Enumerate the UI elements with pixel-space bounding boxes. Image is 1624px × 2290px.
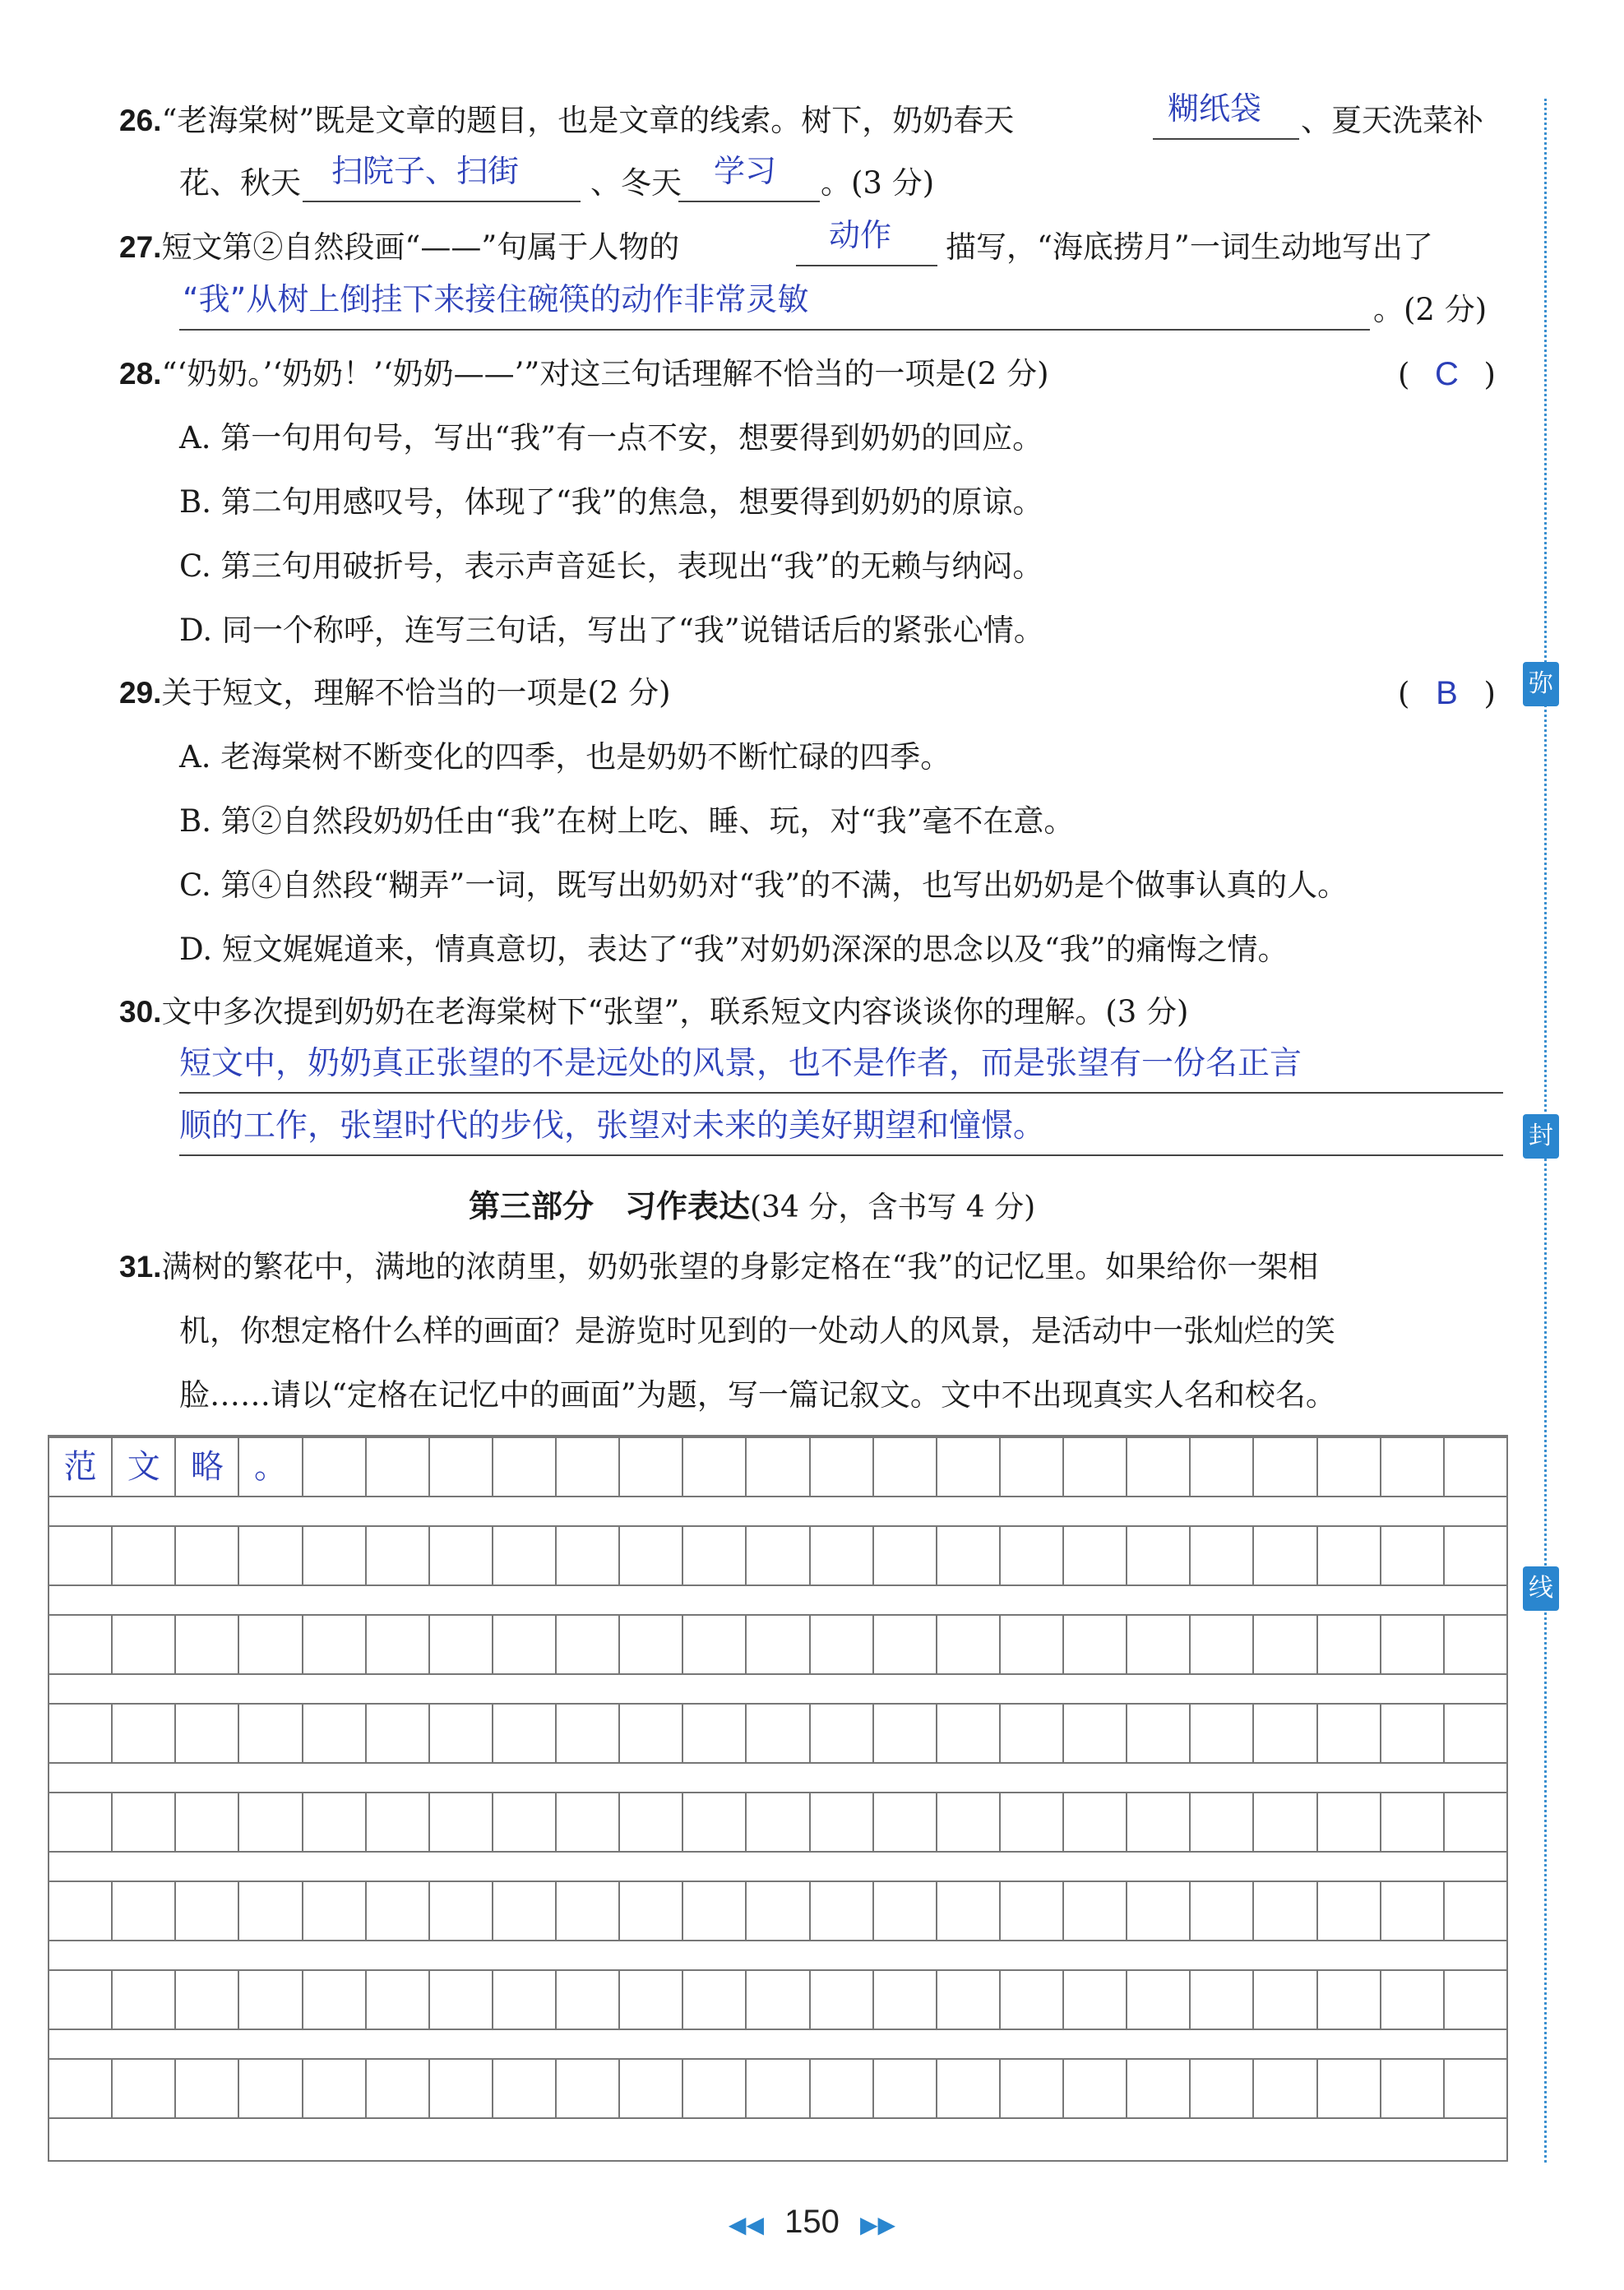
grid-cell[interactable] <box>113 1971 176 2029</box>
option-c: C. 第④自然段“糊弄”一词，既写出奶奶对“我”的不满，也写出奶奶是个做事认真的人。 <box>179 867 1349 903</box>
grid-cell[interactable] <box>1381 1527 1445 1584</box>
question-text: 。(2 分) <box>1373 292 1488 327</box>
grid-cell[interactable] <box>1381 1971 1445 2029</box>
grid-cell[interactable] <box>1254 1793 1317 1851</box>
option-d: D. 同一个称呼，连写三句话，写出了“我”说错话后的紧张心情。 <box>179 613 1044 648</box>
grid-cell[interactable] <box>1001 1705 1064 1762</box>
grid-cell[interactable] <box>937 2060 1001 2117</box>
grid-cell[interactable] <box>493 2060 557 2117</box>
grid-cell[interactable] <box>1064 1971 1127 2029</box>
grid-cell[interactable] <box>176 1705 239 1762</box>
grid-cell[interactable] <box>747 1616 810 1673</box>
grid-cell[interactable] <box>620 2060 683 2117</box>
grid-cell[interactable] <box>493 1882 557 1940</box>
grid-cell[interactable] <box>620 1616 683 1673</box>
side-tab-xian: 线 <box>1523 1566 1559 1611</box>
grid-cell[interactable] <box>1191 1527 1254 1584</box>
grid-cell[interactable] <box>811 1705 874 1762</box>
grid-cell[interactable] <box>620 1971 683 2029</box>
grid-cell[interactable] <box>1127 1705 1191 1762</box>
grid-cell[interactable] <box>1064 1438 1127 1496</box>
grid-cell[interactable] <box>557 1438 620 1496</box>
grid-cell[interactable] <box>49 1705 113 1762</box>
grid-cell[interactable] <box>1318 1527 1381 1584</box>
grid-cell[interactable] <box>1445 1616 1506 1673</box>
grid-cell[interactable] <box>747 1527 810 1584</box>
grid-cell[interactable] <box>1001 1882 1064 1940</box>
grid-cell[interactable] <box>1445 1971 1506 2029</box>
grid-cell[interactable] <box>1191 1705 1254 1762</box>
grid-cell[interactable] <box>747 1793 810 1851</box>
grid-cell[interactable] <box>303 1882 367 1940</box>
grid-cell[interactable] <box>1127 1793 1191 1851</box>
grid-cell[interactable] <box>176 1616 239 1673</box>
grid-cell[interactable] <box>1254 2060 1317 2117</box>
grid-cell[interactable] <box>683 1971 747 2029</box>
grid-cell[interactable] <box>747 2060 810 2117</box>
grid-cell[interactable] <box>874 1882 937 1940</box>
grid-cell[interactable] <box>367 1882 430 1940</box>
question-text: 花、秋天 <box>179 165 301 201</box>
grid-cell[interactable] <box>937 1705 1001 1762</box>
grid-cell[interactable] <box>367 1705 430 1762</box>
grid-cell[interactable] <box>811 1882 874 1940</box>
grid-cell[interactable] <box>1445 2060 1506 2117</box>
question-number: 30. <box>119 995 162 1029</box>
grid-cell[interactable] <box>49 1527 113 1584</box>
grid-cell[interactable] <box>1254 1705 1317 1762</box>
grid-row <box>49 1969 1506 2030</box>
grid-cell[interactable] <box>747 1971 810 2029</box>
grid-row <box>49 1881 1506 1941</box>
question-number: 31. <box>119 1250 162 1284</box>
answer-blank[interactable] <box>796 265 937 266</box>
grid-cell[interactable]: 。 <box>239 1438 303 1496</box>
grid-cell[interactable] <box>1254 1882 1317 1940</box>
grid-cell[interactable] <box>874 1438 937 1496</box>
grid-cell[interactable] <box>1191 1882 1254 1940</box>
grid-cell[interactable] <box>1318 2060 1381 2117</box>
question-text: “老海棠树”既是文章的题目，也是文章的线索。树下，奶奶春天 <box>161 103 1015 138</box>
grid-cell[interactable] <box>1381 1438 1445 1496</box>
handwritten-choice: B <box>1436 675 1458 711</box>
grid-cell[interactable] <box>303 1971 367 2029</box>
grid-cell[interactable] <box>493 1793 557 1851</box>
grid-cell[interactable] <box>176 1971 239 2029</box>
question-text: 、冬天 <box>590 165 682 201</box>
grid-cell[interactable] <box>1381 2060 1445 2117</box>
handwritten-choice: C <box>1434 356 1459 392</box>
grid-cell[interactable]: 范 <box>49 1438 113 1496</box>
grid-cell[interactable] <box>113 1705 176 1762</box>
grid-cell[interactable] <box>1127 1616 1191 1673</box>
grid-cell[interactable] <box>239 1882 303 1940</box>
grid-cell[interactable] <box>1318 1616 1381 1673</box>
question-text: 满树的繁花中，满地的浓荫里，奶奶张望的身影定格在“我”的记忆里。如果给你一架相 <box>161 1249 1319 1284</box>
grid-cell[interactable] <box>937 1527 1001 1584</box>
grid-cell[interactable] <box>113 1793 176 1851</box>
grid-cell[interactable] <box>430 2060 493 2117</box>
grid-cell[interactable] <box>493 1971 557 2029</box>
grid-cell[interactable] <box>683 1705 747 1762</box>
grid-cell[interactable] <box>811 1616 874 1673</box>
grid-cell[interactable] <box>620 1527 683 1584</box>
grid-cell[interactable] <box>176 1527 239 1584</box>
grid-cell[interactable] <box>176 1793 239 1851</box>
grid-cell[interactable] <box>1445 1705 1506 1762</box>
answer-blank[interactable] <box>678 201 820 202</box>
essay-grid[interactable] <box>48 1435 1508 2162</box>
grid-cell[interactable] <box>811 1971 874 2029</box>
grid-row <box>49 1614 1506 1675</box>
grid-cell[interactable] <box>303 1438 367 1496</box>
grid-cell[interactable] <box>239 2060 303 2117</box>
grid-cell[interactable] <box>1064 1793 1127 1851</box>
grid-cell[interactable] <box>683 1438 747 1496</box>
grid-cell[interactable] <box>747 1882 810 1940</box>
grid-cell[interactable] <box>811 1438 874 1496</box>
grid-cell[interactable] <box>557 1616 620 1673</box>
prev-page-icon[interactable]: ◀◀ <box>728 2212 764 2237</box>
grid-row <box>49 2058 1506 2119</box>
grid-cell[interactable] <box>1381 1616 1445 1673</box>
grid-cell[interactable] <box>367 1971 430 2029</box>
grid-cell[interactable] <box>1001 1438 1064 1496</box>
grid-cell[interactable] <box>1191 1438 1254 1496</box>
grid-cell[interactable] <box>874 1705 937 1762</box>
grid-cell[interactable] <box>1254 1438 1317 1496</box>
grid-cell[interactable] <box>430 1527 493 1584</box>
grid-cell[interactable] <box>303 2060 367 2117</box>
grid-cell[interactable] <box>493 1438 557 1496</box>
question-number: 26. <box>119 104 162 137</box>
grid-cell[interactable] <box>811 1527 874 1584</box>
question-text: 脸……请以“定格在记忆中的画面”为题，写一篇记叙文。文中不出现真实人名和校名。 <box>179 1377 1336 1413</box>
grid-cell[interactable] <box>620 1705 683 1762</box>
grid-cell[interactable] <box>557 1793 620 1851</box>
grid-cell[interactable] <box>1064 2060 1127 2117</box>
grid-cell[interactable] <box>113 1882 176 1940</box>
grid-cell[interactable] <box>683 1793 747 1851</box>
grid-cell[interactable] <box>937 1971 1001 2029</box>
grid-row <box>49 1525 1506 1586</box>
grid-cell[interactable]: 略 <box>176 1438 239 1496</box>
answer-bracket: ( C ) <box>1398 354 1496 396</box>
grid-cell[interactable] <box>1064 1616 1127 1673</box>
handwritten-answer: “我”从树上倒挂下来接住碗筷的动作非常灵敏 <box>183 281 809 317</box>
grid-cell[interactable] <box>1001 1616 1064 1673</box>
question-text: 描写，“海底捞月”一词生动地写出了 <box>946 229 1433 265</box>
handwritten-answer: 糊纸袋 <box>1168 90 1262 127</box>
grid-cell[interactable] <box>874 2060 937 2117</box>
question-text: 短文第②自然段画“——”句属于人物的 <box>161 229 680 265</box>
handwritten-answer: 学习 <box>714 153 777 189</box>
grid-cell[interactable] <box>367 2060 430 2117</box>
option-b: B. 第二句用感叹号，体现了“我”的焦急，想要得到奶奶的原谅。 <box>179 484 1043 520</box>
grid-cell[interactable] <box>303 1527 367 1584</box>
grid-cell[interactable] <box>683 1527 747 1584</box>
grid-cell[interactable] <box>239 1616 303 1673</box>
option-d: D. 短文娓娓道来，情真意切，表达了“我”对奶奶深深的思念以及“我”的痛悔之情。 <box>179 932 1289 967</box>
grid-cell[interactable] <box>367 1793 430 1851</box>
grid-cell[interactable] <box>811 2060 874 2117</box>
grid-cell[interactable] <box>49 1793 113 1851</box>
grid-cell[interactable] <box>937 1793 1001 1851</box>
grid-cell[interactable] <box>1445 1882 1506 1940</box>
question-number: 29. <box>119 676 162 710</box>
grid-cell[interactable] <box>620 1438 683 1496</box>
grid-cell[interactable] <box>874 1616 937 1673</box>
question-number: 27. <box>119 230 162 264</box>
grid-cell[interactable] <box>937 1438 1001 1496</box>
grid-cell[interactable] <box>367 1616 430 1673</box>
side-tab-mi: 弥 <box>1523 662 1559 706</box>
grid-cell[interactable] <box>1445 1527 1506 1584</box>
grid-cell[interactable] <box>430 1793 493 1851</box>
grid-cell[interactable] <box>683 1882 747 1940</box>
grid-cell[interactable] <box>874 1971 937 2029</box>
handwritten-answer-line-1: 短文中，奶奶真正张望的不是远处的风景，也不是作者，而是张望有一份名正言 <box>179 1045 1302 1082</box>
answer-blank[interactable] <box>179 329 1370 331</box>
page-number: 150 <box>784 2204 840 2240</box>
question-number: 28. <box>119 357 162 391</box>
grid-cell[interactable] <box>1064 1527 1127 1584</box>
grid-cell[interactable] <box>430 1616 493 1673</box>
grid-cell[interactable] <box>49 1616 113 1673</box>
option-c: C. 第三句用破折号，表示声音延长，表现出“我”的无赖与纳闷。 <box>179 548 1043 584</box>
grid-cell[interactable] <box>113 1527 176 1584</box>
grid-cell[interactable] <box>557 1705 620 1762</box>
grid-cell[interactable] <box>1254 1527 1317 1584</box>
grid-cell[interactable] <box>1001 1971 1064 2029</box>
answer-bracket: ( B ) <box>1398 673 1496 715</box>
grid-cell[interactable] <box>1318 1438 1381 1496</box>
grid-cell[interactable] <box>747 1705 810 1762</box>
grid-cell[interactable] <box>747 1438 810 1496</box>
answer-blank[interactable] <box>1153 138 1299 140</box>
grid-cell[interactable] <box>1318 1971 1381 2029</box>
grid-cell[interactable] <box>1001 1527 1064 1584</box>
grid-cell[interactable] <box>1445 1793 1506 1851</box>
grid-cell[interactable] <box>620 1793 683 1851</box>
answer-line[interactable] <box>179 1154 1503 1156</box>
question-text: 关于短文，理解不恰当的一项是(2 分) <box>161 675 671 710</box>
answer-line[interactable] <box>179 1092 1503 1094</box>
grid-cell[interactable] <box>1381 1705 1445 1762</box>
grid-cell[interactable] <box>1127 1527 1191 1584</box>
grid-cell[interactable] <box>1127 2060 1191 2117</box>
grid-cell[interactable] <box>430 1971 493 2029</box>
grid-cell[interactable] <box>303 1705 367 1762</box>
grid-cell[interactable] <box>557 1527 620 1584</box>
option-a: A. 第一句用句号，写出“我”有一点不安，想要得到奶奶的回应。 <box>179 420 1043 456</box>
grid-cell[interactable] <box>113 2060 176 2117</box>
grid-cell[interactable] <box>49 1971 113 2029</box>
grid-cell[interactable] <box>874 1793 937 1851</box>
grid-cell[interactable]: 文 <box>113 1438 176 1496</box>
handwritten-answer: 扫院子、扫街 <box>331 153 520 189</box>
grid-cell[interactable] <box>1001 1793 1064 1851</box>
grid-cell[interactable] <box>1064 1705 1127 1762</box>
grid-cell[interactable] <box>176 1882 239 1940</box>
grid-cell[interactable] <box>1191 1971 1254 2029</box>
grid-cell[interactable] <box>557 1971 620 2029</box>
grid-cell[interactable] <box>239 1971 303 2029</box>
grid-cell[interactable] <box>557 1882 620 1940</box>
grid-cell[interactable] <box>937 1616 1001 1673</box>
grid-cell[interactable] <box>1127 1882 1191 1940</box>
section-title: 第三部分 习作表达(34 分，含书写 4 分) <box>469 1187 1036 1224</box>
grid-cell[interactable] <box>430 1438 493 1496</box>
grid-cell[interactable] <box>493 1616 557 1673</box>
grid-cell[interactable] <box>1381 1793 1445 1851</box>
grid-cell[interactable] <box>49 1882 113 1940</box>
grid-cell[interactable] <box>1381 1882 1445 1940</box>
grid-cell[interactable] <box>811 1793 874 1851</box>
grid-cell[interactable] <box>113 1616 176 1673</box>
grid-cell[interactable] <box>620 1882 683 1940</box>
option-a: A. 老海棠树不断变化的四季，也是奶奶不断忙碌的四季。 <box>179 739 951 775</box>
grid-cell[interactable] <box>1064 1882 1127 1940</box>
grid-cell[interactable] <box>874 1527 937 1584</box>
grid-row <box>49 1703 1506 1764</box>
page-footer <box>0 2204 1624 2241</box>
grid-cell[interactable] <box>1191 1793 1254 1851</box>
question-text: 文中多次提到奶奶在老海棠树下“张望”，联系短文内容谈谈你的理解。(3 分) <box>161 994 1189 1029</box>
question-text: 。(3 分) <box>821 165 935 201</box>
next-page-icon[interactable]: ▶▶ <box>860 2212 896 2237</box>
grid-cell[interactable] <box>937 1882 1001 1940</box>
grid-cell[interactable] <box>176 2060 239 2117</box>
grid-cell[interactable] <box>1318 1705 1381 1762</box>
grid-row <box>49 1792 1506 1853</box>
grid-cell[interactable] <box>1001 2060 1064 2117</box>
grid-cell[interactable] <box>557 2060 620 2117</box>
handwritten-answer-line-2: 顺的工作，张望时代的步伐，张望对未来的美好期望和憧憬。 <box>179 1108 1046 1145</box>
grid-cell[interactable] <box>1127 1438 1191 1496</box>
grid-cell[interactable] <box>1318 1882 1381 1940</box>
side-tab-feng: 封 <box>1523 1114 1559 1159</box>
grid-cell[interactable] <box>303 1793 367 1851</box>
question-text: “‘奶奶。’‘奶奶！’‘奶奶——’”对这三句话理解不恰当的一项是(2 分) <box>161 356 1049 391</box>
grid-cell[interactable] <box>49 2060 113 2117</box>
grid-cell[interactable] <box>1127 1971 1191 2029</box>
grid-cell[interactable] <box>493 1527 557 1584</box>
question-text: 机，你想定格什么样的画面？是游览时见到的一处动人的风景，是活动中一张灿烂的笑 <box>179 1313 1335 1349</box>
grid-cell[interactable] <box>303 1616 367 1673</box>
grid-cell[interactable] <box>430 1882 493 1940</box>
grid-cell[interactable] <box>430 1705 493 1762</box>
grid-cell[interactable] <box>493 1705 557 1762</box>
grid-cell[interactable] <box>1318 1793 1381 1851</box>
grid-cell[interactable] <box>1191 2060 1254 2117</box>
grid-cell[interactable] <box>683 2060 747 2117</box>
grid-cell[interactable] <box>239 1793 303 1851</box>
grid-cell[interactable] <box>1254 1616 1317 1673</box>
option-b: B. 第②自然段奶奶任由“我”在树上吃、睡、玩，对“我”毫不在意。 <box>179 803 1075 839</box>
grid-cell[interactable] <box>367 1527 430 1584</box>
grid-cell[interactable] <box>1191 1616 1254 1673</box>
answer-blank[interactable] <box>303 201 581 202</box>
grid-cell[interactable] <box>239 1527 303 1584</box>
grid-cell[interactable] <box>367 1438 430 1496</box>
grid-row <box>49 1436 1506 1497</box>
question-text: 、夏天洗菜补 <box>1301 103 1483 138</box>
grid-cell[interactable] <box>239 1705 303 1762</box>
grid-cell[interactable] <box>1254 1971 1317 2029</box>
handwritten-answer: 动作 <box>829 217 892 253</box>
grid-cell[interactable] <box>683 1616 747 1673</box>
grid-cell[interactable] <box>1445 1438 1506 1496</box>
